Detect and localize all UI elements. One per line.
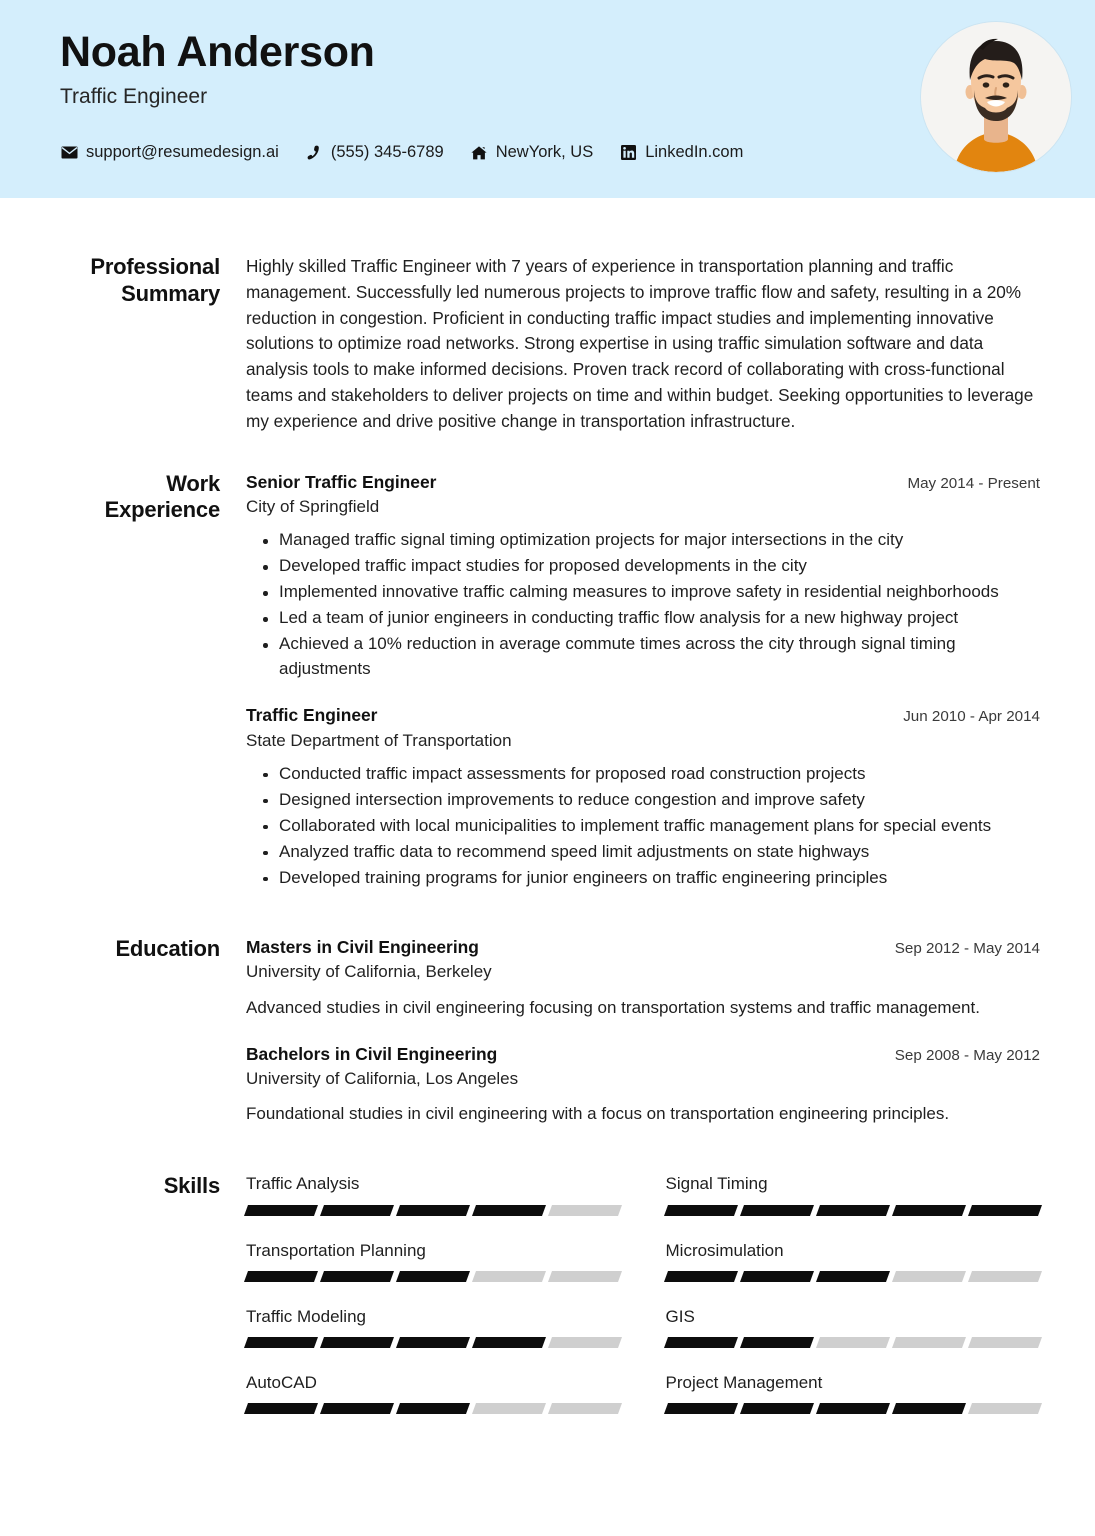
summary-text: Highly skilled Traffic Engineer with 7 years of experience in transportation planning and traffic management. Successfully led numerous projects to improve traffic flow and safety, resulting in a 20% reduction in congestion. Proficient in conducting traffic impact studies and implementing innovative solutions to optimize road networks. Strong expertise in using traffic simulation software and data analysis tools to make informed decisions. Proven track record of collaborating with cross-functional teams and stakeholders to deliver projects on time and within budget. Seeking opportunities to leverage my experience and drive positive change in transportation infrastructure. <box>246 256 1034 431</box>
list-item: Managed traffic signal timing optimization projects for major intersections in the city <box>279 528 1040 553</box>
skill-rating-segment <box>663 1337 737 1348</box>
avatar <box>921 22 1071 172</box>
skill-rating-bar <box>246 1271 621 1282</box>
work-entry-org: State Department of Transportation <box>246 730 512 750</box>
contact-phone-label: (555) 345-6789 <box>330 143 444 161</box>
skill-rating-segment <box>740 1271 814 1282</box>
skill-rating-bar <box>666 1337 1041 1348</box>
skill-rating-segment <box>816 1205 890 1216</box>
skill-rating-segment <box>892 1205 966 1216</box>
contact-row <box>60 143 769 162</box>
skill-rating-segment <box>816 1403 890 1414</box>
education-entry-org: University of California, Berkeley <box>246 962 492 982</box>
work-entry-bullets <box>246 762 1040 891</box>
contact-linkedin-label: LinkedIn.com <box>645 143 744 161</box>
skill-rating-segment <box>472 1205 546 1216</box>
skill-item <box>666 1372 1041 1414</box>
skill-rating-segment <box>740 1205 814 1216</box>
skill-item <box>246 1372 621 1414</box>
skill-rating-segment <box>663 1271 737 1282</box>
work-entry-title: Traffic Engineer <box>246 705 378 726</box>
skill-rating-segment <box>968 1205 1042 1216</box>
skill-rating-segment <box>396 1403 470 1414</box>
work-entry-org: City of Springfield <box>246 497 380 517</box>
education-entry <box>246 936 1040 1021</box>
section-label-education: Education <box>115 935 220 961</box>
education-entry-org: University of California, Los Angeles <box>246 1069 519 1089</box>
skill-label: Transportation Planning <box>246 1240 426 1260</box>
skill-rating-bar <box>246 1403 621 1414</box>
skill-rating-segment <box>244 1337 318 1348</box>
skill-label: AutoCAD <box>246 1373 317 1392</box>
education-entry-desc: Advanced studies in civil engineering focusing on transportation systems and traffic management. <box>246 997 980 1017</box>
skill-rating-segment <box>816 1337 890 1348</box>
header-job-title: Traffic Engineer <box>60 84 208 108</box>
skill-rating-segment <box>396 1337 470 1348</box>
work-entry <box>246 471 1040 683</box>
skill-rating-segment <box>244 1205 318 1216</box>
section-skills <box>60 1173 1040 1414</box>
skill-rating-segment <box>892 1271 966 1282</box>
section-professional-summary <box>60 254 1040 435</box>
skill-rating-bar <box>666 1271 1041 1282</box>
skill-label: Traffic Analysis <box>246 1174 360 1194</box>
skill-label: Microsimulation <box>665 1240 784 1260</box>
home-icon <box>470 145 489 161</box>
section-label-skills: Skills <box>163 1173 220 1199</box>
skills-grid <box>246 1173 1040 1414</box>
skill-rating-segment <box>320 1403 394 1414</box>
list-item: Conducted traffic impact assessments for proposed road construction projects <box>279 762 1040 787</box>
education-entry <box>246 1043 1040 1128</box>
envelope-icon <box>60 145 79 161</box>
skill-rating-segment <box>968 1271 1042 1282</box>
skill-rating-segment <box>548 1205 622 1216</box>
skill-rating-segment <box>548 1403 622 1414</box>
skill-item <box>666 1173 1041 1215</box>
contact-email[interactable] <box>60 143 279 162</box>
section-label-work: Work Experience <box>104 470 220 523</box>
skill-item <box>246 1240 621 1282</box>
skill-rating-segment <box>472 1403 546 1414</box>
skill-item <box>666 1240 1041 1282</box>
skill-rating-segment <box>892 1337 966 1348</box>
list-item: Designed intersection improvements to reduce congestion and improve safety <box>279 788 1040 813</box>
education-entry-date: Sep 2008 - May 2012 <box>894 1046 1040 1064</box>
work-entry-bullets <box>246 528 1040 682</box>
work-entry <box>246 704 1040 891</box>
list-item: Developed training programs for junior engineers on traffic engineering principles <box>279 866 1040 891</box>
header-identity <box>60 30 895 108</box>
skill-rating-segment <box>472 1337 546 1348</box>
list-item: Developed traffic impact studies for proposed developments in the city <box>279 554 1040 579</box>
contact-location[interactable] <box>470 143 594 162</box>
skill-rating-segment <box>320 1337 394 1348</box>
linkedin-icon <box>619 145 638 161</box>
education-entry-desc: Foundational studies in civil engineering with a focus on transportation engineering principles. <box>246 1104 950 1124</box>
phone-icon <box>305 145 324 161</box>
skill-rating-segment <box>548 1271 622 1282</box>
section-education <box>60 936 1040 1127</box>
skill-rating-bar <box>666 1205 1041 1216</box>
skill-rating-segment <box>396 1271 470 1282</box>
work-entry-title: Senior Traffic Engineer <box>246 471 437 492</box>
contact-linkedin[interactable] <box>619 143 743 162</box>
skill-item <box>666 1306 1041 1348</box>
list-item: Collaborated with local municipalities to implement traffic management plans for special events <box>279 814 1040 839</box>
skill-rating-segment <box>244 1403 318 1414</box>
work-entry-date: May 2014 - Present <box>907 474 1040 492</box>
section-label-summary: Professional Summary <box>90 254 220 306</box>
skill-rating-segment <box>663 1403 737 1414</box>
skill-rating-segment <box>663 1205 737 1216</box>
contact-phone[interactable] <box>305 143 444 162</box>
skill-rating-segment <box>244 1271 318 1282</box>
contact-email-label: support@resumedesign.ai <box>86 143 279 161</box>
page-title: Noah Anderson <box>60 28 375 76</box>
skill-rating-segment <box>320 1271 394 1282</box>
skill-rating-bar <box>246 1337 621 1348</box>
list-item: Analyzed traffic data to recommend speed limit adjustments on state highways <box>279 840 1040 865</box>
skill-label: Project Management <box>665 1373 823 1392</box>
skill-rating-bar <box>666 1403 1041 1414</box>
resume-body <box>0 198 1095 1414</box>
list-item: Implemented innovative traffic calming measures to improve safety in residential neighborhoods <box>279 580 1040 605</box>
skill-rating-segment <box>968 1403 1042 1414</box>
section-work-experience <box>60 471 1040 892</box>
skill-rating-segment <box>740 1403 814 1414</box>
education-entry-title: Masters in Civil Engineering <box>246 936 479 957</box>
skill-item <box>246 1173 621 1215</box>
skill-rating-segment <box>472 1271 546 1282</box>
skill-rating-segment <box>548 1337 622 1348</box>
education-entry-date: Sep 2012 - May 2014 <box>894 939 1040 957</box>
skill-label: Traffic Modeling <box>246 1306 366 1326</box>
skill-item <box>246 1306 621 1348</box>
list-item: Achieved a 10% reduction in average commute times across the city through signal timing adjustments <box>279 632 1040 682</box>
skill-rating-bar <box>246 1205 621 1216</box>
skill-rating-segment <box>320 1205 394 1216</box>
skill-rating-segment <box>892 1403 966 1414</box>
skill-label: GIS <box>665 1306 695 1326</box>
resume-header <box>0 0 1095 198</box>
skill-rating-segment <box>396 1205 470 1216</box>
list-item: Led a team of junior engineers in conducting traffic flow analysis for a new highway project <box>279 606 1040 631</box>
education-entry-title: Bachelors in Civil Engineering <box>246 1043 498 1064</box>
contact-location-label: NewYork, US <box>495 143 594 161</box>
skill-rating-segment <box>816 1271 890 1282</box>
skill-rating-segment <box>968 1337 1042 1348</box>
skill-label: Signal Timing <box>665 1174 768 1194</box>
skill-rating-segment <box>740 1337 814 1348</box>
work-entry-date: Jun 2010 - Apr 2014 <box>903 708 1040 726</box>
